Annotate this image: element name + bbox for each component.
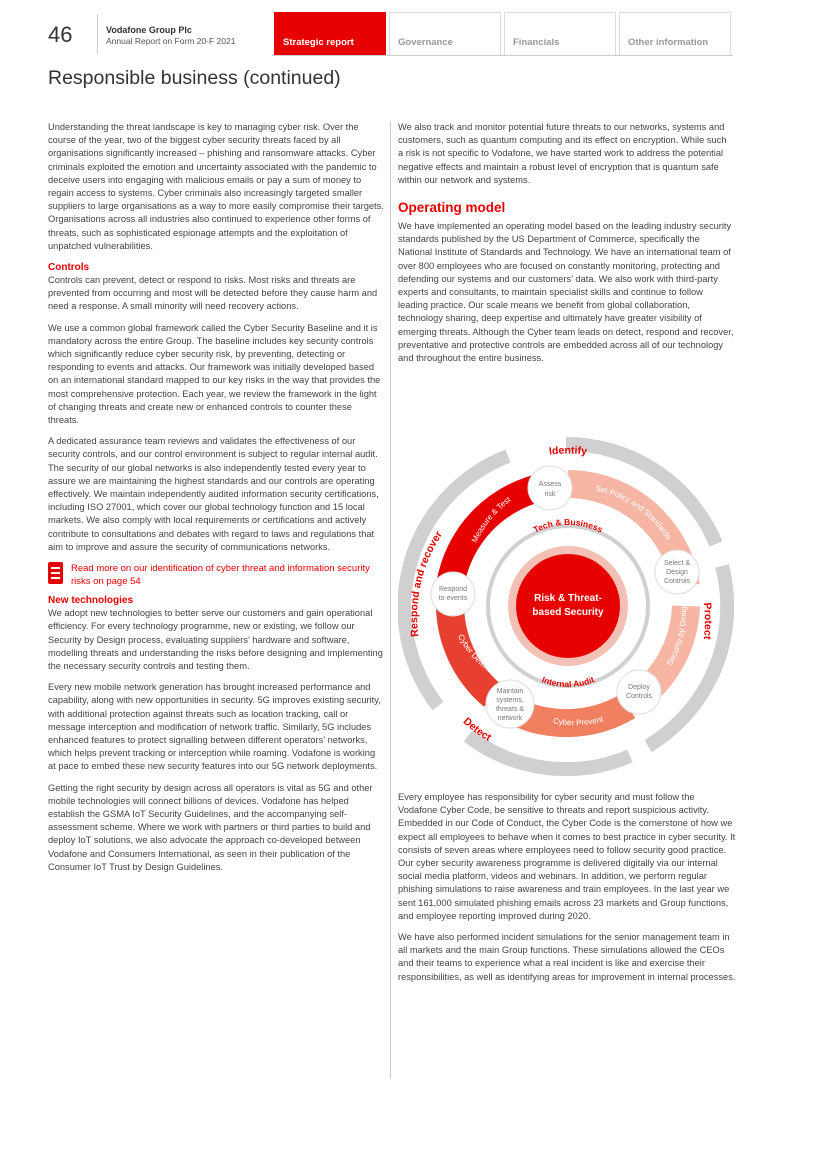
node-assess-risk [528, 466, 572, 510]
node-select-design-controls [655, 550, 699, 594]
tab-underline [272, 55, 733, 56]
paragraph-baseline: We use a common global framework called the Cyber Security Baseline and it is mandatory across the entire Group. The baseline includes key security controls which significantly reduce cyber security risk, by preventing, detecting or responding to events and attacks. Our framework was initially developed based on an international standard mapped to our key risks in the way that provides the most comprehensive protection. Each year, we review the framework in the light of changing threats and create new or enhanced controls to counter these threats. [48, 322, 381, 426]
cyber-operating-model-diagram [398, 436, 734, 776]
label-measure-test: Measure & Test [469, 495, 513, 545]
node-deploy-controls [617, 670, 661, 714]
svg-text:Controls: Controls [663, 578, 691, 585]
paragraph-controls: Controls can prevent, detect or respond to risks. Most risks and threats are prevented from occurring and most will be detected before they cause harm and need a response. A small minority will need recovery actions. [48, 275, 378, 312]
svg-text:systems,: systems, [496, 697, 524, 704]
header-divider [97, 14, 98, 54]
label-respond-recover: Respond and recover [408, 528, 445, 638]
paragraph-incident-simulations: We have also performed incident simulations for the senior management team in all markets and the main Group functions. These simulations allowed the CEOs and their teams to experience what a real incident is like and exercise their responsibilities, as well as identifying areas for improvement in internal processes. [398, 932, 736, 982]
document-icon [48, 562, 63, 584]
paragraph-new-tech: We adopt new technologies to better serve our customers and gain operational efficiency. For every technology programme, new or existing, we follow our Security by Design process, evaluating suppliers’ hardware and software, modelling threats and understanding the risks before designing and implementing the necessary security controls and testing them. [48, 608, 383, 671]
label-cyber-defence: Cyber Defence [455, 632, 498, 677]
column-divider [390, 121, 391, 1079]
paragraph-iot: Getting the right security by design across all operators is vital as 5G and other mobile technologies will connect billions of devices. Vodafone has helped establish the GSMA IoT Security Guidelines, and the accompanying self-assessment scheme. Where we work with partners or third parties to build and deploy IoT solutions, we also advocate the approach co-developed between Vodafone and Consumers International, as seen in their publication of the Consumer IoT Trust by Design Guidelines. [48, 782, 373, 872]
read-more-text[interactable]: Read more on our identification of cyber threat and information security risks on page 54 [71, 563, 370, 588]
label-tech-business: Tech & Business [531, 516, 605, 535]
left-column [48, 121, 384, 882]
paragraph-cyber-code: Every employee has responsibility for cyber security and must follow the Vodafone Cyber Code, be sensitive to threats and report suspicious activity. Embedded in our Code of Conduct, the Cyber Code is the cornerstone of how we expect all employees to behave when it comes to best practice in cyber security. It consists of seven areas where employees need to follow security good practice. Our cyber security awareness programme is delivered digitally via our internal social media platform, videos and webinars. In addition, we perform regular phishing simulations to raise awareness and train employees. In the last year we sent 161,000 simulated phishing emails across 23 markets and Group functions, and employee reporting improved during 2020. [398, 792, 736, 921]
right-column-bottom [398, 791, 736, 992]
svg-text:Design: Design [666, 569, 688, 576]
paragraph-threat-landscape: Understanding the threat landscape is key to managing cyber risk. Over the course of the year, two of the biggest cyber security threats faced by all organisations significantly increased – phishing and ransomware attacks. Cyber criminals exploited the emotion and uncertainty associated with the pandemic to deceive users into engaging with malicious emails or pay a sum of money to regain access to systems. Cyber criminals also increasingly targeted smaller suppliers to large organisations as a way to more easily compromise their targets. Organisations across all industries also continued to experience other forms of threats, such as sophisticated espionage attempts and the exploitation of unpatched vulnerabilities. [48, 122, 384, 251]
svg-text:to events: to events [438, 595, 468, 602]
tab-strategic-report[interactable]: Strategic report [274, 12, 386, 55]
center-label-line1: Risk & Threat- [534, 593, 602, 604]
label-protect: Protect [700, 602, 714, 641]
label-internal-audit: Internal Audit [540, 674, 596, 690]
heading-new-technologies: New technologies [48, 595, 134, 607]
node-maintain-systems [486, 680, 534, 728]
label-security-by-design: Security by Design [665, 601, 689, 668]
page-number: 46 [48, 22, 73, 47]
paragraph-future-threats: We also track and monitor potential future threats to our networks, systems and customers, such as quantum computing and its effect on encryption. While such a risk is not specific to Vodafone, we have started work to address the potential negative effects and maintain a robust level of encryption that is quantum safe within our network and systems. [398, 122, 727, 185]
label-cyber-prevent: Cyber Prevent [552, 714, 605, 728]
tab-other-information[interactable]: Other information [619, 12, 731, 55]
label-detect: Detect [460, 715, 494, 744]
svg-text:Assess: Assess [538, 481, 562, 488]
company-name: Vodafone Group Plc [106, 25, 192, 35]
svg-text:Select &: Select & [663, 560, 691, 567]
svg-text:Deploy: Deploy [628, 684, 650, 691]
heading-controls: Controls [48, 262, 90, 274]
svg-text:risk: risk [544, 491, 556, 498]
page-title: Responsible business (continued) [48, 67, 341, 89]
heading-operating-model: Operating model [398, 200, 506, 216]
label-set-policy: Set Policy and Standards [594, 483, 674, 542]
svg-text:Maintain: Maintain [496, 688, 524, 695]
center-circle [512, 550, 624, 662]
svg-text:network: network [497, 715, 523, 722]
svg-text:threats &: threats & [495, 706, 525, 713]
paragraph-5g: Every new mobile network generation has brought increased performance and capability, along with new opportunities in security. 5G improves existing security, with additional protection against threats such as location tracking, call or message interception and modification of network traffic. Similarly, 5G includes enhanced features to protect signalling between different operators’ networks, which helps prevent tracking or interception while roaming. Vodafone is working at pace to embed these new security features into our 5G network deployments. [48, 682, 381, 772]
svg-text:Controls: Controls [625, 693, 653, 700]
label-identify: Identify [548, 444, 588, 458]
center-label-line2: based Security [532, 607, 604, 618]
report-subtitle: Annual Report on Form 20-F 2021 [106, 36, 236, 46]
paragraph-operating-model: We have implemented an operating model based on the leading industry security standards published by the US Department of Commerce, specifically the National Institute of Standards and Technology. We have an international team of over 800 employees who are focused on constantly monitoring, protecting and defending our systems and our customers’ data. We also work with third-party experts and consultants, to maintain specialist skills and continue to follow leading practice. Our scale means we benefit from global collaboration, technology sharing, deep expertise and ultimately have greater visibility of emerging threats. Although the Cyber team leads on detect, respond and recover, preventative and protective controls are embedded across all of our technology and throughout the entire business. [398, 221, 734, 364]
svg-text:Respond: Respond [438, 586, 468, 593]
node-respond-to-events [431, 572, 475, 616]
paragraph-assurance: A dedicated assurance team reviews and validates the effectiveness of our security controls, and our control environment is subject to regular internal audit. The security of our global networks is also independently tested every year to assure we are maintaining the highest standards and our controls are operating effectively. We maintain independently audited information security certifications, including ISO 27001, which cover our global technology function and 15 local markets. We also comply with local requirements or certifications and actively contribute to consultations and debates with regard to laws and regulations that aim to improve and assure the security of communications networks. [48, 436, 379, 552]
right-column [398, 121, 734, 373]
read-more-link[interactable] [48, 562, 384, 588]
tab-financials[interactable]: Financials [504, 12, 616, 55]
tab-governance[interactable]: Governance [389, 12, 501, 55]
